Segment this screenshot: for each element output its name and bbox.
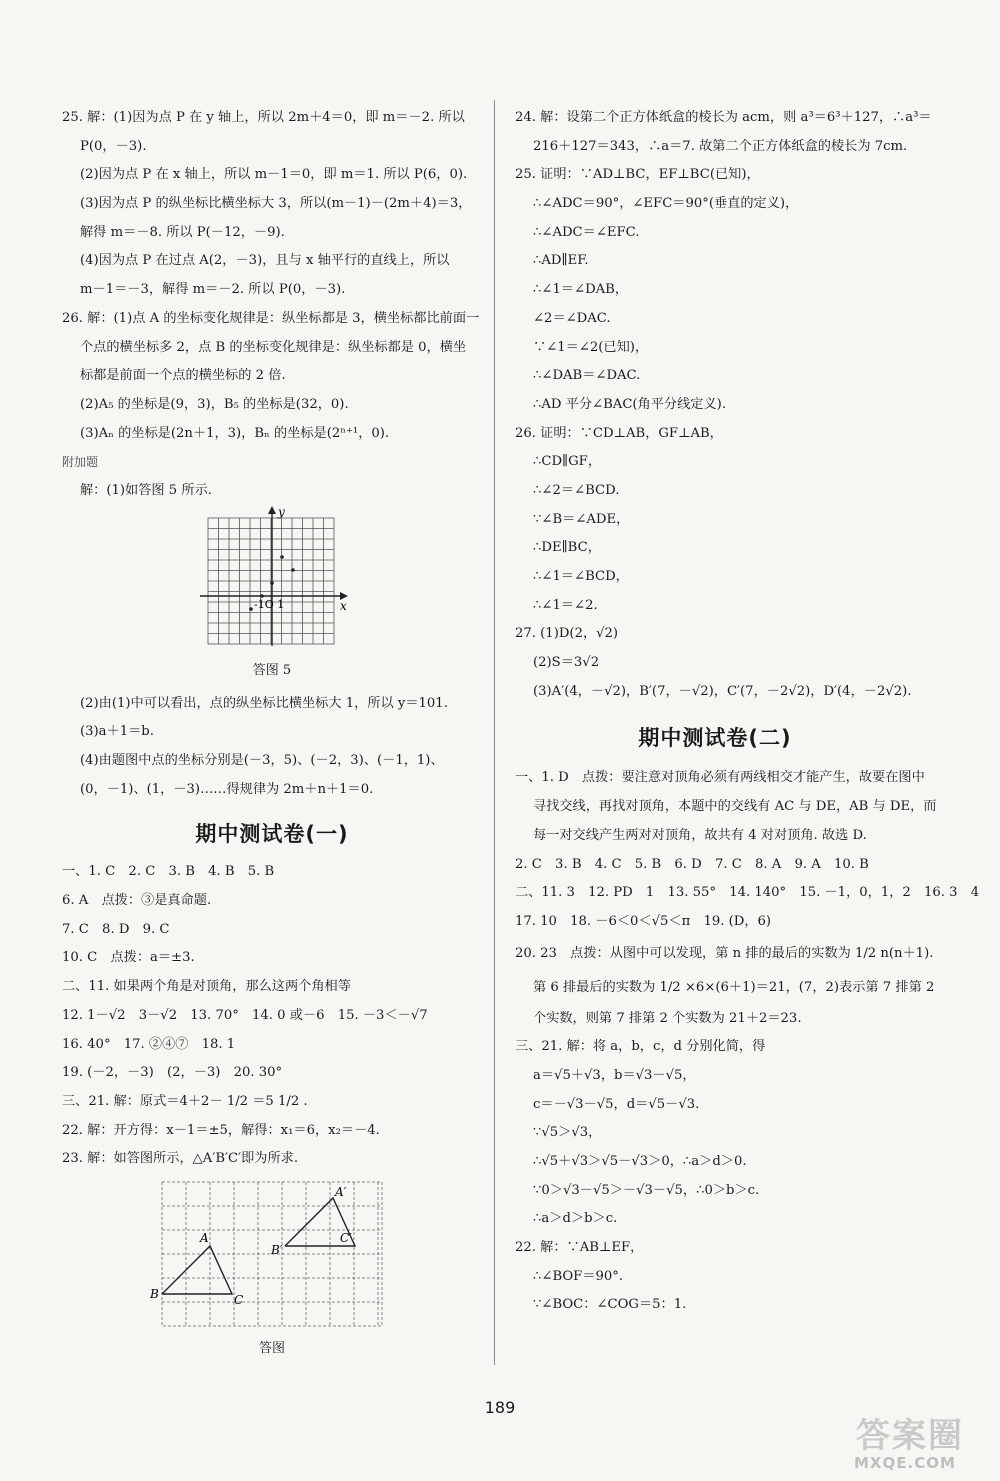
text-line: 22. 解：∵AB⊥EF， [515, 1240, 644, 1256]
y-axis-label: y [278, 505, 285, 519]
text-line: 22. 解：开方得：x－1＝±5，解得：x₁＝6，x₂＝－4. [62, 1122, 380, 1138]
text-line: ∴DE∥BC， [533, 540, 601, 556]
text-line: ∠2＝∠DAC. [533, 310, 611, 326]
text-line: 标都是前面一个点的横坐标的 2 倍. [80, 368, 286, 384]
text-line: (3)a＋1＝b. [80, 724, 154, 740]
label-A-prime: A′ [335, 1184, 347, 1199]
text-line: ∴AD 平分∠BAC(角平分线定义). [533, 396, 727, 412]
label-C-prime: C′ [340, 1230, 352, 1245]
text-line: 寻找交线，再找对顶角，本题中的交线有 AC 与 DE，AB 与 DE，而 [533, 799, 937, 815]
text-line: ∴∠ADC＝∠EFC. [533, 224, 640, 240]
text-line: (3)因为点 P 的纵坐标比横坐标大 3，所以(m－1)－(2m＋4)＝3， [80, 196, 472, 212]
text-line: 10. C 点拨：a＝±3. [62, 950, 195, 966]
text-line: 二、11. 如果两个角是对顶角，那么这两个角相等 [62, 979, 351, 995]
text-line: 7. C 8. D 9. C [62, 921, 170, 937]
label-A: A [200, 1230, 209, 1245]
text-line: (2)由(1)中可以看出，点的纵坐标比横坐标大 1，所以 y＝101. [80, 695, 448, 711]
text-line: 19. (－2，－3) (2，－3) 20. 30° [62, 1065, 283, 1081]
text-line: (2)S＝3√2 [533, 655, 600, 671]
figure-caption: 答图 [258, 1340, 285, 1356]
text-line: 20. 23 点拨：从图中可以发现，第 n 排的最后的实数为 1/2 n(n＋1). [515, 945, 934, 961]
text-line: 17. 10 18. －6＜0＜√5＜π 19. (D，6) [515, 913, 772, 929]
watermark-text: 答案圈 [856, 1416, 964, 1456]
text-line: 26. 证明：∵CD⊥AB，GF⊥AB， [515, 425, 723, 441]
grid-figure-5 [62, 506, 482, 656]
section-title-2: 期中测试卷(二) [638, 726, 792, 751]
text-line: 解：(1)如答图 5 所示. [80, 482, 212, 498]
text-line: a＝√5＋√3，b＝√3－√5， [533, 1067, 696, 1083]
label-C: C [234, 1292, 244, 1307]
answer-figure-triangle [62, 1174, 482, 1332]
grid-figure-triangle [62, 1174, 482, 1332]
text-line: (2)因为点 P 在 x 轴上，所以 m－1＝0，即 m＝1. 所以 P(6，0). [80, 167, 468, 183]
text-line: ∴∠DAB＝∠DAC. [533, 368, 641, 384]
text-line: (4)因为点 P 在过点 A(2，－3)，且与 x 轴平行的直线上，所以 [80, 253, 450, 269]
x-axis-label: x [340, 598, 347, 613]
text-line: 216＋127＝343，∴a＝7. 故第二个正方体纸盒的棱长为 7cm. [533, 138, 908, 154]
text-line: 二、11. 3 12. PD 1 13. 55° 14. 140° 15. －1，0，1，2 16. 3 4 [515, 885, 980, 901]
text-line: ∴AD∥EF. [533, 253, 589, 269]
text-line: 解得 m＝－8. 所以 P(－12，－9). [80, 224, 285, 240]
text-line: 一、1. D 点拨：要注意对顶角必须有两线相交才能产生，故要在图中 [515, 770, 925, 786]
text-line: 每一对交线产生两对对顶角，故共有 4 对对顶角. 故选 D. [533, 827, 867, 843]
text-line: 26. 解：(1)点 A 的坐标变化规律是：纵坐标都是 3，横坐标都比前面一 [62, 310, 480, 326]
text-line: ∵∠B＝∠ADE， [533, 511, 630, 527]
text-line: ∴a＞d＞b＞c. [533, 1211, 618, 1227]
origin-label: -1O 1 [254, 597, 285, 611]
text-line: 27. (1)D(2，√2) [515, 626, 619, 642]
text-line: ∴∠BOF＝90°. [533, 1268, 624, 1284]
text-line: P(0，－3). [80, 138, 147, 154]
text-line: ∴CD∥GF， [533, 454, 602, 470]
text-line: ∵0＞√3－√5＞－√3－√5，∴0＞b＞c. [533, 1182, 760, 1198]
text-line: 一、1. C 2. C 3. B 4. B 5. B [62, 864, 275, 880]
section-title-1: 期中测试卷(一) [195, 822, 349, 847]
text-line: 三、21. 解：将 a，b，c，d 分别化简，得 [515, 1039, 766, 1055]
answer-figure-5 [62, 506, 482, 656]
text-line: 三、21. 解：原式＝4＋2－ 1/2 ＝5 1/2 . [62, 1093, 308, 1109]
text-line: ∵∠BOC：∠COG＝5：1. [533, 1297, 687, 1313]
label-B: B [150, 1286, 159, 1301]
text-line: 23. 解：如答图所示，△A′B′C′即为所求. [62, 1151, 299, 1167]
text-line: ∴∠1＝∠BCD， [533, 569, 629, 584]
text-line: 个实数，则第 7 排第 2 个实数为 21＋2＝23. [533, 1010, 802, 1026]
text-line: 2. C 3. B 4. C 5. B 6. D 7. C 8. A 9. A 10. B [515, 856, 869, 872]
text-line: m－1＝－3，解得 m＝－2. 所以 P(0，－3). [80, 282, 346, 298]
text-line: (3)A′(4，－√2)，B′(7，－√2)，C′(7，－2√2)，D′(4，－2√2). [533, 683, 912, 699]
text-line: ∴√5＋√3＞√5－√3＞0，∴a＞d＞0. [533, 1154, 747, 1169]
text-line: 个点的横坐标多 2，点 B 的坐标变化规律是：纵坐标都是 0，横坐 [80, 339, 467, 355]
text-line: c＝－√3－√5，d＝√5－√3. [533, 1096, 700, 1112]
text-line: 第 6 排最后的实数为 1/2 ×6×(6＋1)＝21，(7，2)表示第 7 排第 2 [533, 979, 935, 995]
text-line: 24. 解：设第二个正方体纸盒的棱长为 acm，则 a³＝6³＋127，∴a³＝ [515, 110, 932, 125]
column-divider [494, 100, 495, 1365]
watermark-url: MXQE.COM [854, 1454, 956, 1472]
label-B-prime: B′ [271, 1242, 283, 1257]
text-line: (3)Aₙ 的坐标是(2n＋1，3)，Bₙ 的坐标是(2ⁿ⁺¹，0). [80, 425, 390, 441]
text-line: (2)A₅ 的坐标是(9，3)，B₅ 的坐标是(32，0). [80, 396, 349, 412]
section-label-fujia: 附加题 [62, 455, 99, 470]
left-column [62, 104, 482, 1360]
right-column [515, 104, 980, 1320]
text-line: (4)由题图中点的坐标分别是(－3，5)、(－2，3)、(－1，1)、 [80, 753, 444, 768]
text-line: (0，－1)、(1，－3)……得规律为 2m＋n＋1＝0. [80, 781, 374, 797]
text-line: ∴∠1＝∠2. [533, 597, 598, 613]
text-line: ∴∠1＝∠DAB， [533, 282, 629, 298]
text-line: 12. 1－√2 3－√2 13. 70° 14. 0 或－6 15. －3＜－√7 [62, 1007, 428, 1023]
text-line: ∵√5＞√3， [533, 1125, 602, 1141]
text-line: 25. 解：(1)因为点 P 在 y 轴上，所以 2m＋4＝0，即 m＝－2. 所以 [62, 110, 465, 125]
figure-caption: 答图 5 [252, 662, 292, 678]
page-number: 189 [484, 1398, 516, 1417]
text-line: ∵∠1＝∠2(已知)， [533, 339, 649, 355]
text-line: 6. A 点拨：③是真命题. [62, 893, 212, 909]
text-line: 25. 证明：∵AD⊥BC，EF⊥BC(已知)， [515, 167, 760, 183]
watermark-logo [852, 1408, 992, 1476]
text-line: ∴∠2＝∠BCD. [533, 482, 620, 498]
text-line: 16. 40° 17. ②④⑦ 18. 1 [62, 1036, 236, 1052]
text-line: ∴∠ADC＝90°，∠EFC＝90°(垂直的定义)， [533, 196, 799, 212]
